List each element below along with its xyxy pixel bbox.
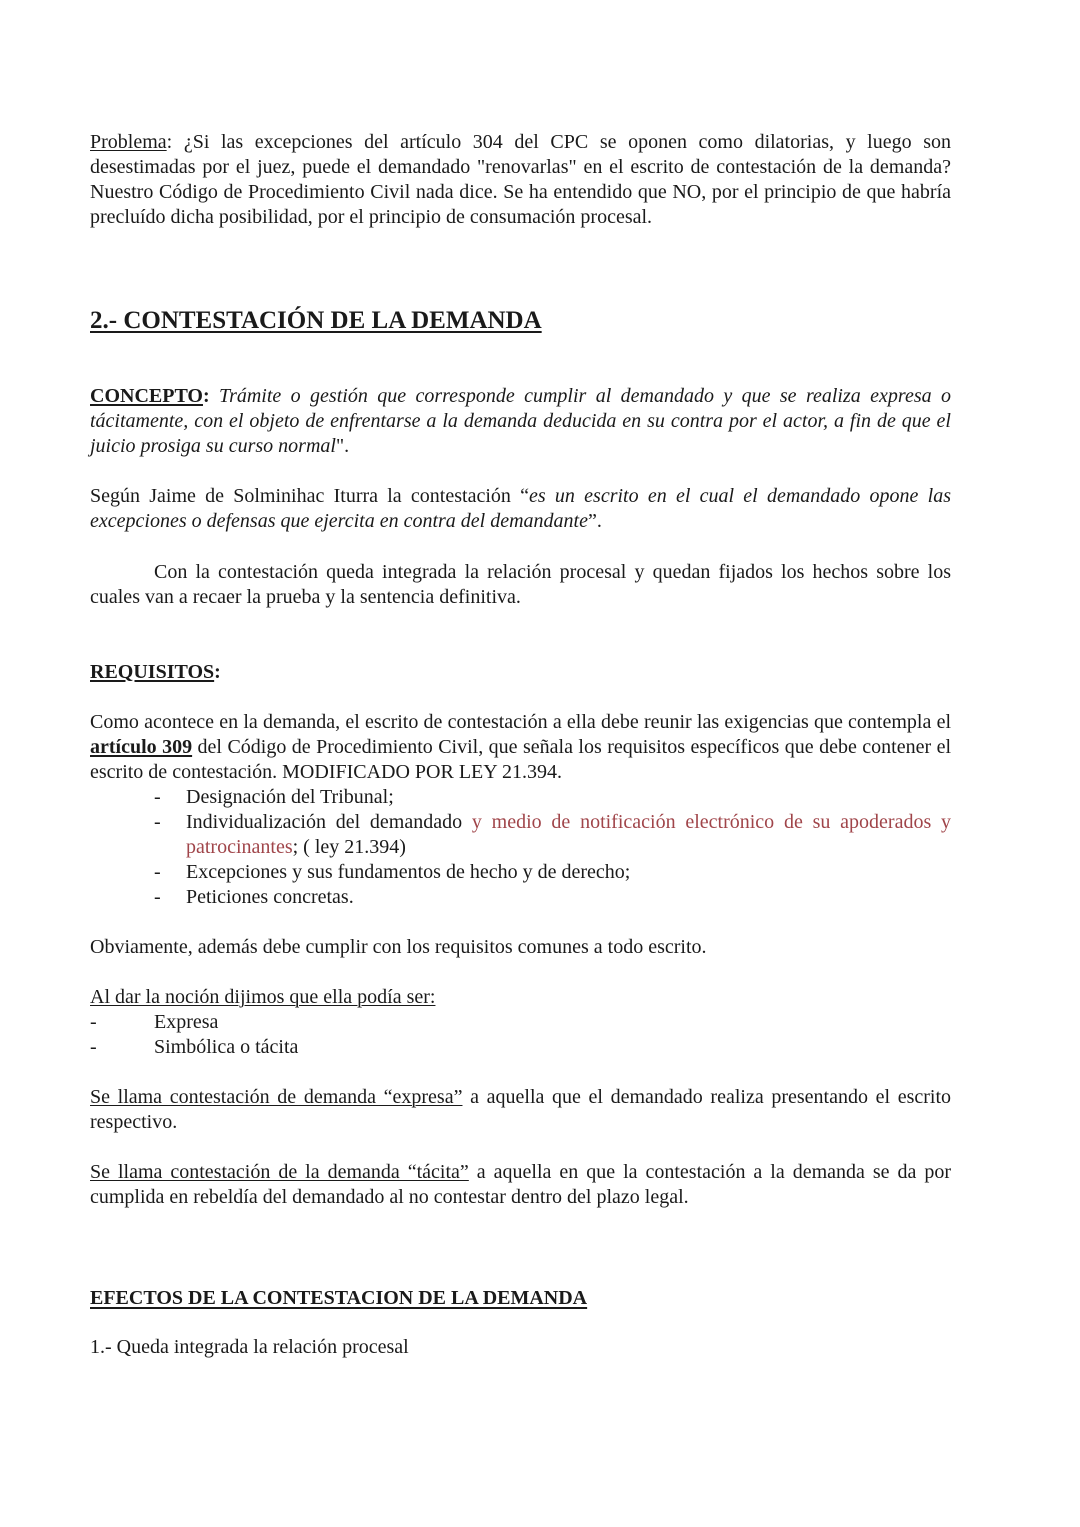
expresa-paragraph: Se llama contestación de demanda “expresa” a aquella que el demandado realiza presentando el escrito respectivo.	[90, 1086, 952, 1133]
list-item: - Designación del Tribunal;	[154, 786, 394, 808]
dash-bullet: -	[154, 861, 161, 883]
problema-paragraph: Problema: ¿Si las excepciones del artículo 304 del CPC se oponen como dilatorias, y luego son desestimadas por el juez, puede el demandado "renovarlas" en el escrito de contestación de la demanda? Nuestro Código de Procedimiento Civil nada dice. Se ha entendido que NO, por el principio de que habría precluído dicha posibilidad, por el principio de consumación procesal.	[90, 131, 951, 228]
obviamente-paragraph: Obviamente, además debe cumplir con los requisitos comunes a todo escrito.	[90, 936, 707, 958]
problema-label: Problema	[90, 131, 167, 153]
concepto-paragraph: CONCEPTO: Trámite o gestión que corresponde cumplir al demandado y que se realiza expresa o tácitamente, con el objeto de enfrentarse a la demanda deducida en su contra por el actor, a fin de que el juicio prosiga su curso normal".	[90, 385, 951, 457]
nocion-label: Al dar la noción dijimos que ella podía ser:	[90, 986, 436, 1008]
list-item: - Excepciones y sus fundamentos de hecho y de derecho;	[154, 861, 631, 883]
integrada-paragraph: Con la contestación queda integrada la relación procesal y quedan fijados los hechos sobre los cuales van a recaer la prueba y la sentencia definitiva.	[90, 561, 951, 608]
requisitos-list	[90, 785, 951, 910]
list-item: - Simbólica o tácita	[90, 1036, 299, 1058]
dash-bullet: -	[154, 811, 161, 833]
efectos-item: 1.- Queda integrada la relación procesal	[90, 1336, 409, 1358]
tacita-paragraph: Se llama contestación de la demanda “tácita” a aquella en que la contestación a la demanda se da por cumplida en rebeldía del demandado al no contestar dentro del plazo legal.	[90, 1161, 952, 1208]
dash-bullet: -	[90, 1011, 97, 1033]
efectos-heading: EFECTOS DE LA CONTESTACION DE LA DEMANDA	[90, 1287, 588, 1309]
concepto-definition: Trámite o gestión que corresponde cumplir al demandado y que se realiza expresa o tácitamente, con el objeto de enfrentarse a la demanda deducida en su contra por el actor, a fin de que el juicio prosiga su curso normal	[90, 385, 951, 457]
list-item: - Individualización del demandado y medio de notificación electrónico de su apoderados y patrocinantes; ( ley 21.394)	[154, 811, 951, 858]
solminihac-paragraph: Según Jaime de Solminihac Iturra la contestación “es un escrito en el cual el demandado opone las excepciones o defensas que ejercita en contra del demandante”.	[90, 485, 951, 532]
list-item: - Expresa	[90, 1011, 219, 1033]
concepto-label: CONCEPTO	[90, 385, 203, 407]
nocion-section	[90, 985, 951, 1060]
solminihac-quote: es un escrito en el cual el demandado opone las excepciones o defensas que ejercita en contra del demandante	[90, 485, 951, 532]
dash-bullet: -	[90, 1036, 97, 1058]
dash-bullet: -	[154, 786, 161, 808]
dash-bullet: -	[154, 886, 161, 908]
problema-text: ¿Si las excepciones del artículo 304 del CPC se oponen como dilatorias, y luego son desestimadas por el juez, puede el demandado "renovarlas" en el escrito de contestación de la demanda? Nuestro Código de Procedimiento Civil nada dice. Se ha entendido que NO, por el principio de que habría precluído dicha posibilidad, por el principio de consumación procesal.	[90, 131, 951, 228]
article-309-reference: artículo 309	[90, 736, 193, 758]
list-item: - Peticiones concretas.	[154, 886, 354, 908]
amendment-text: y medio de notificación electrónico de su apoderados y patrocinantes	[186, 811, 951, 858]
requisitos-intro: Como acontece en la demanda, el escrito de contestación a ella debe reunir las exigencias que contempla el artículo 309 del Código de Procedimiento Civil, que señala los requisitos específicos que debe contener el escrito de contestación. MODIFICADO POR LEY 21.394.	[90, 711, 952, 783]
requisitos-heading: REQUISITOS:	[90, 661, 221, 683]
section-title: 2.- CONTESTACIÓN DE LA DEMANDA	[90, 307, 542, 334]
